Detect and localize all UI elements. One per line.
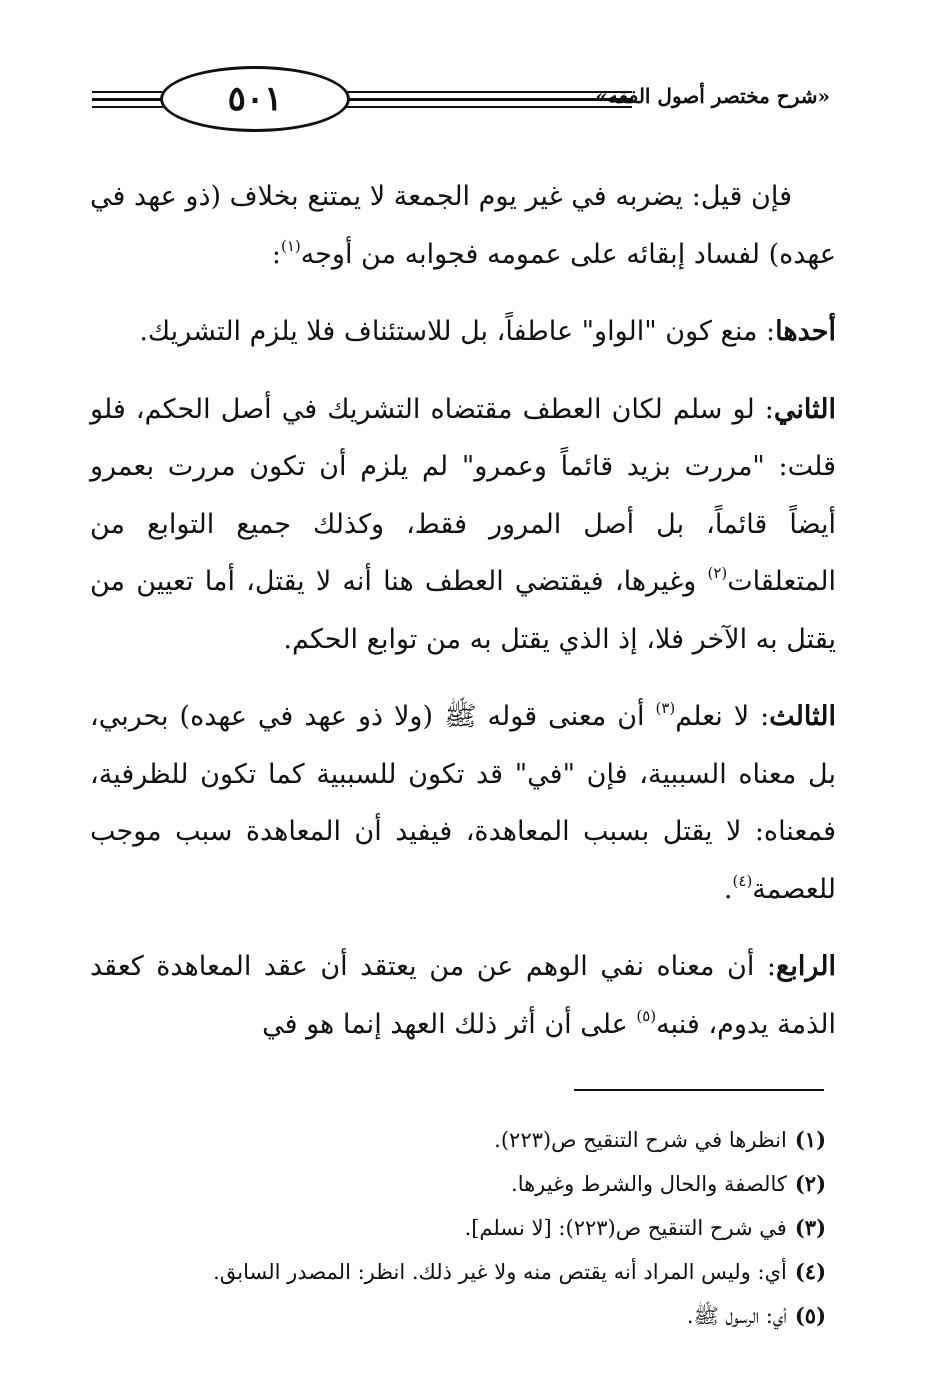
section-lead: الثاني [773,393,836,425]
footnote-separator [574,1089,824,1091]
footnote-text: كالصفة والحال والشرط وغيرها. [511,1172,787,1196]
footnote-number: (٥) [794,1303,826,1328]
footnote-item [90,1206,826,1250]
section-lead: الرابع [775,951,836,982]
footnote-ref: (١) [280,236,301,255]
footnote-number: (٢) [794,1171,826,1196]
footnote-item [90,1250,826,1294]
paragraph-text: : لا نعلم [675,701,770,732]
paragraph-third-answer [90,688,836,918]
footnote-number: (٣) [794,1215,826,1240]
page-header [92,58,830,138]
paragraph-text: فإن قيل: يضربه في غير يوم الجمعة لا يمتنع بخلاف (ذو عهد في عهده) لفساد إبقائه على عمومه فجوابه من أوجه [90,181,836,270]
paragraph-text: : منع كون "الواو" عاطفاً، بل للاستئناف فلا يلزم التشريك. [139,316,776,347]
footnote-ref: (٢) [707,564,728,582]
footnote-item [90,1294,826,1338]
paragraph-tail: : [271,238,281,270]
footnote-ref: (٣) [655,699,676,717]
running-title: «شرح مختصر أصول الفقه» [595,84,830,108]
footnote-number: (١) [794,1127,826,1152]
paragraph-text: : لو سلم لكان العطف مقتضاه التشريك في أصل الحكم، فلو قلت: "مررت بزيد قائماً وعمرو" لم يلزم أن تكون مررت بعمرو أيضاً قائماً، بل أصل المرور فقط، وكذلك جميع التوابع من المتعلقات [90,393,836,597]
main-text [90,168,836,1073]
footnote-ref: (٥) [636,1006,657,1025]
footnotes [90,1118,826,1338]
paragraph-fourth-answer [90,938,836,1053]
footnote-item [90,1118,826,1162]
footnote-number: (٤) [794,1259,826,1284]
paragraph-second-answer [90,381,836,669]
section-lead: أحدها [775,316,836,347]
page-number: ٥٠١ [227,79,283,119]
paragraph-first-answer [90,303,836,361]
paragraph-tail: . [723,873,733,905]
page-number-oval [160,66,350,132]
paragraph-tail: على أن أثر ذلك العهد إنما هو في [262,1008,637,1040]
paragraph-intro [90,168,836,283]
paragraph-tail: أن معنى قوله ﷺ (ولا ذو عهد في عهده) بحربي، بل معناه السببية، فإن "في" قد تكون للسببية كما تكون للظرفية، فمعناه: لا يقتل بسبب المعاهدة، فيفيد أن المعاهدة سبب موجب للعصمة [90,701,836,905]
footnote-text: انظرها في شرح التنقيح ص(٢٢٣). [494,1128,787,1152]
footnote-text: أي: وليس المراد أنه يقتص منه ولا غير ذلك. انظر: المصدر السابق. [213,1260,787,1284]
footnote-item [90,1162,826,1206]
section-lead: الثالث [769,701,837,732]
footnote-text: في شرح التنقيح ص(٢٢٣): [لا نسلم]. [464,1216,787,1240]
footnote-text: أي: الرسول ﷺ. [686,1304,787,1328]
footnote-ref: (٤) [732,871,753,890]
paragraph-text: : أن معناه نفي الوهم عن من يعتقد أن عقد المعاهدة كعقد الذمة يدوم، فنبه [90,951,836,1040]
paragraph-tail: وغيرها، فيقتضي العطف هنا أنه لا يقتل، أما تعيين من يقتل به الآخر فلا، إذ الذي يقتل به من توابع الحكم. [90,566,836,655]
